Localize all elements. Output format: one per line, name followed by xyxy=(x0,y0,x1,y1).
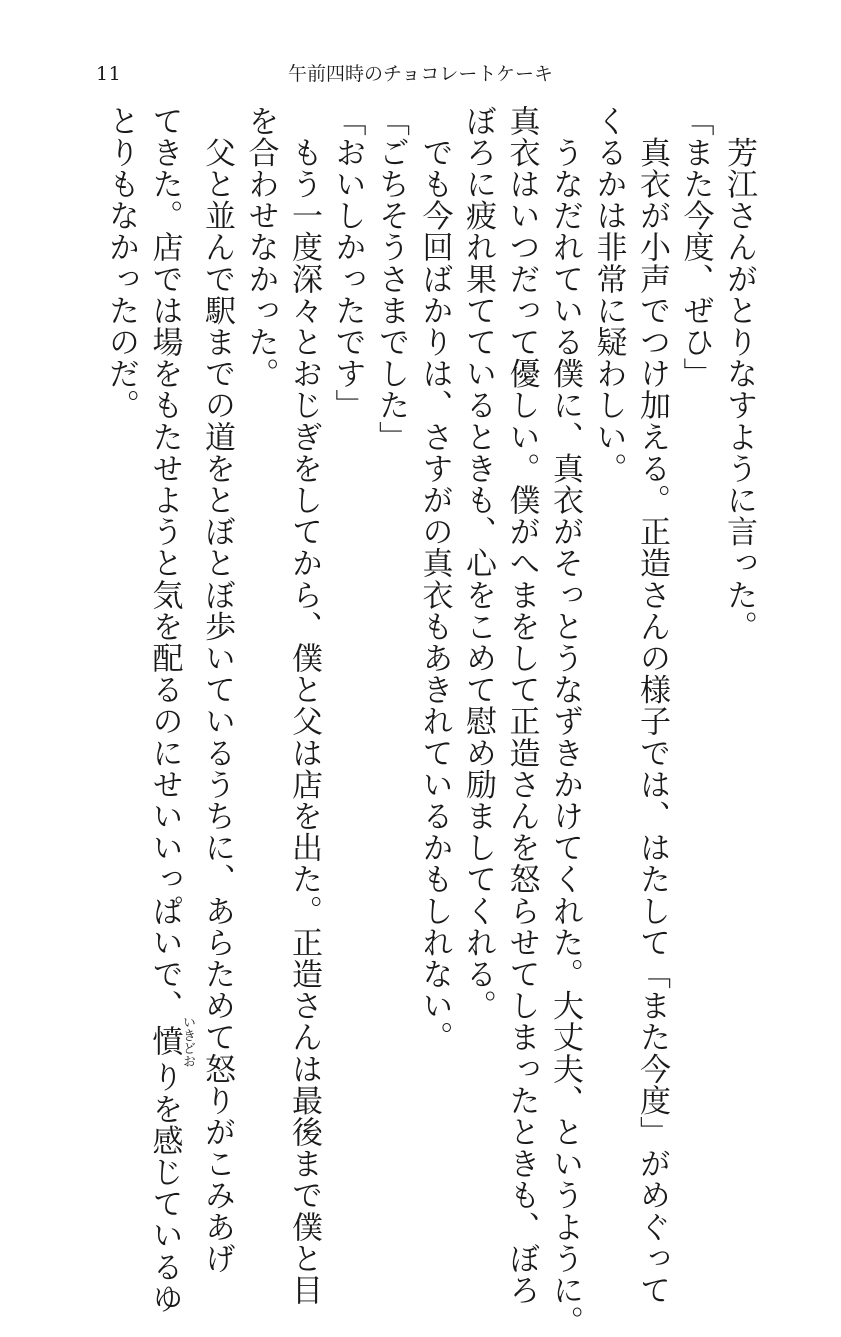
text-column-7: ぼろに疲れ果てているときも、心をこめて慰め励ましてくれる。 xyxy=(460,105,496,1022)
text-column-15: とりもなかったのだ。 xyxy=(103,105,139,421)
running-title: 午前四時のチョコレートケーキ xyxy=(288,63,554,85)
text-column-12: を合わせなかった。 xyxy=(242,105,279,390)
ruby-word xyxy=(146,1015,195,1068)
text-column-6: 真衣はいつだって優しい。僕がへまをして正造さんを怒らせてしまったときも、ぼろ xyxy=(503,105,540,1306)
text-column-4: くるかは非常に疑わしい。 xyxy=(590,105,627,485)
text-column-14-main: てきた。店では場をもたせようと気を配るのにせいいっぱいで、 xyxy=(146,105,183,1022)
ruby-base: 憤 xyxy=(146,1015,183,1068)
vertical-text-body xyxy=(80,105,760,1337)
text-column-8: でも今回ばかりは、さすがの真衣もあきれているかもしれない。 xyxy=(416,105,453,1053)
text-column-2: 「また今度、ぜひ」 xyxy=(677,105,714,390)
text-column-10: 「おいしかったです」 xyxy=(329,105,366,421)
text-column-3: 真衣が小声でつけ加える。正造さんの様子では、はたして「また今度」がめぐって xyxy=(634,105,670,1306)
text-column-11: もう一度深々とおじぎをしてから、僕と父は店を出た。正造さんは最後まで僕と目 xyxy=(286,105,322,1306)
text-column-1: 芳江さんがとりなすように言った。 xyxy=(721,105,757,643)
text-column-14-tail: りを感じているゆ xyxy=(146,1061,183,1315)
text-column-9: 「ごちそうさまでした」 xyxy=(373,105,409,453)
text-column-14 xyxy=(142,105,195,1315)
page-number: 11 xyxy=(96,63,122,85)
text-column-5: うなだれている僕に、真衣がそっとうなずきかけてくれた。大丈夫、というように。 xyxy=(547,105,583,1337)
ruby-reading: いきどお xyxy=(180,1015,195,1068)
text-column-13: 父と並んで駅までの道をとぼとぼ歩いているうちに、あらためて怒りがこみあげ xyxy=(199,105,235,1275)
